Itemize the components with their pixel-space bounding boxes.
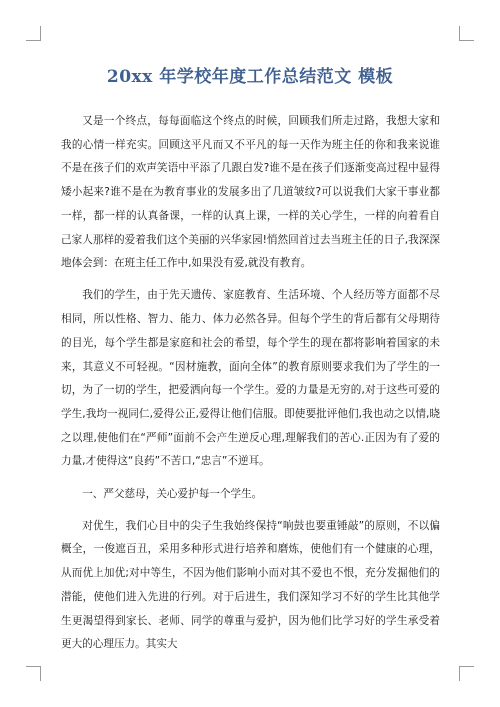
crop-mark-top-right	[459, 26, 474, 41]
paragraph-teaching: 对优生，我们心目中的尖子生我始终保持“响鼓也要重锤敲”的原则，不以偏概全，一俊遮百丑，采用多种形式进行培养和磨炼，使他们有一个健康的心理，从而优上加优;对中等生，不因为他们影响小而对其不爱也不恨，充分发掘他们的潜能，使他们进入先进的行列。对于后进生，我们深知学习不好的学生比其他学生更渴望得到家长、老师、同学的尊重与爱护，因为他们比学习好的学生承受着更大的心理压力。其实大	[61, 519, 440, 651]
paragraph-students: 我们的学生，由于先天遗传、家庭教育、生活环境、个人经历等方面都不尽相同，所以性格、智力、能力、体力必然各异。但每个学生的背后都有父母期待的目光，每个学生都是家庭和社会的希望，每个学生的现在都将影响着国家的未来，其意义不可轻视。“因材施教，面向全体”的教育原则要求我们为了学生的一切，为了一切的学生，把爱洒向每一个学生。爱的力量是无穷的,对于这些可爱的学生,我均一视同仁,爱得公正,爱得让他们信服。即使要批评他们,我也动之以情,晓之以理,使他们在“严师”面前不会产生逆反心理,理解我们的苦心.正因为有了爱的力量,才使得这“良药”不苦口,“忠言”不逆耳。	[61, 289, 440, 468]
section-heading-1: 一、严父慈母，关心爱护每一个学生。	[82, 487, 263, 500]
crop-mark-bottom-left	[26, 666, 41, 681]
document-title: 20xx 年学校年度工作总结范文 模板	[106, 67, 394, 87]
crop-mark-top-left	[26, 26, 41, 41]
crop-mark-bottom-right	[459, 666, 474, 681]
paragraph-intro: 又是一个终点，每每面临这个终点的时候，回顾我们所走过路，我想大家和我的心情一样充实。回顾这平凡而又不平凡的每一天作为班主任的你和我来说谁不是在孩子们的欢声笑语中平添了几跟白发?谁不是在孩子们逐渐变高过程中显得矮小起来?谁不是在为教育事业的发展多出了几道皱纹?可以说我们大家干事业都一样，都一样的认真备课，一样的认真上课，一样的关心学生，一样的向着看自己家人那样的爱着我们这个美丽的兴华家园!悄然回首过去当班主任的日子,我深深地体会到：在班主任工作中,如果没有爱,就没有教育。	[61, 115, 440, 270]
document-body	[61, 110, 440, 665]
